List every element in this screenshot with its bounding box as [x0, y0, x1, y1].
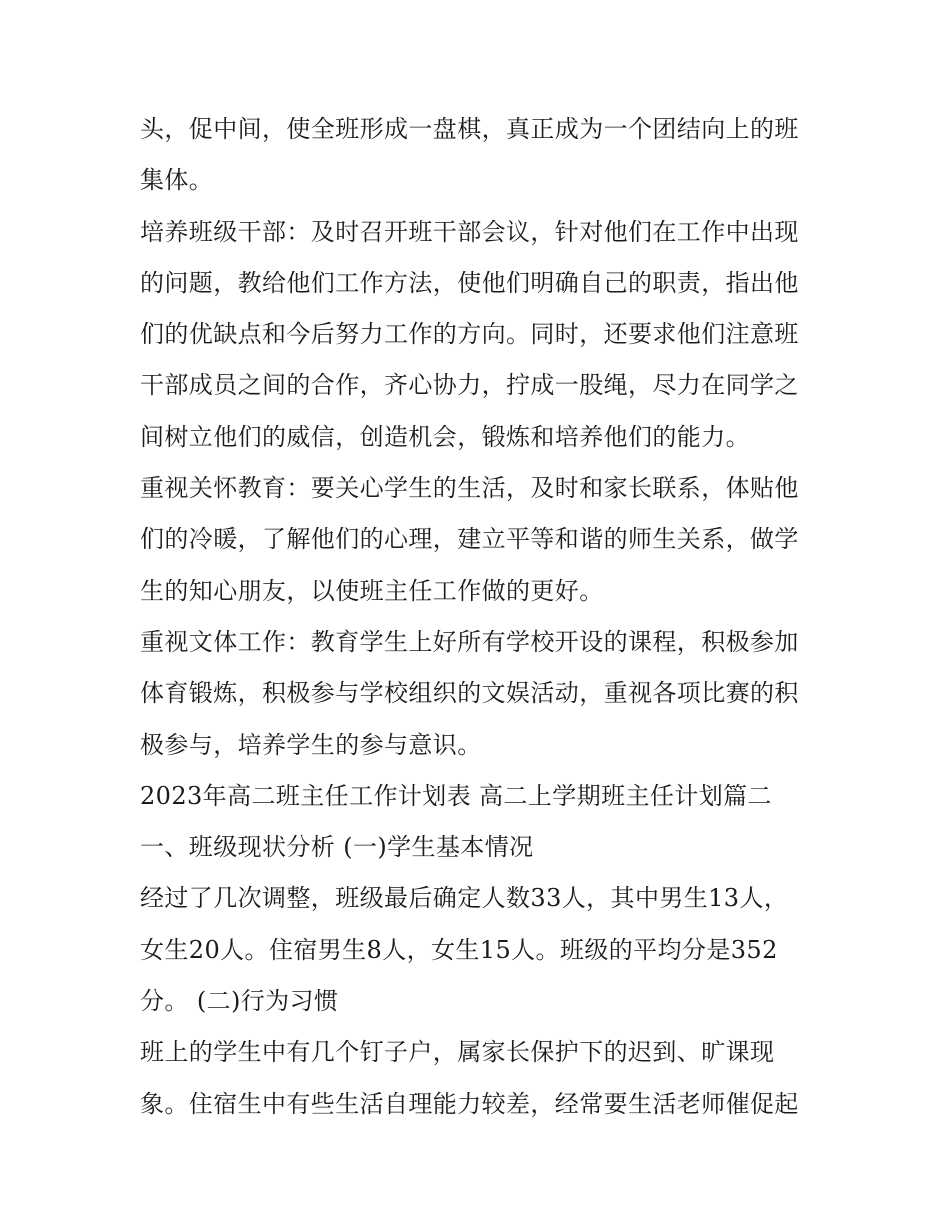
section-heading: 一、班级现状分析 (一)学生基本情况: [140, 833, 534, 862]
text-line: 生的知心朋友，以使班主任工作做的更好。: [140, 576, 604, 605]
text-line: 极参与，培养学生的参与意识。: [140, 730, 482, 759]
document-body: [140, 104, 830, 1130]
text-line: 的问题，教给他们工作方法，使他们明确自己的职责，指出他: [140, 268, 799, 297]
section-title: 2023年高二班主任工作计划表 高二上学期班主任计划篇二: [140, 781, 772, 810]
text-line: 经过了几次调整，班级最后确定人数33人，其中男生13人，: [140, 884, 789, 913]
text-line: 集体。: [140, 166, 214, 195]
text-line: 班上的学生中有几个钉子户，属家长保护下的迟到、旷课现: [140, 1038, 775, 1067]
text-line: 女生20人。住宿男生8人，女生15人。班级的平均分是352: [140, 935, 778, 964]
text-line: 象。住宿生中有些生活自理能力较差，经常要生活老师催促起: [140, 1089, 799, 1118]
text-line: 干部成员之间的合作，齐心协力，拧成一股绳，尽力在同学之: [140, 371, 799, 400]
text-line: 间树立他们的威信，创造机会，锻炼和培养他们的能力。: [140, 422, 750, 451]
text-line: 们的优缺点和今后努力工作的方向。同时，还要求他们注意班: [140, 320, 799, 349]
text-line: 重视关怀教育：要关心学生的生活，及时和家长联系，体贴他: [140, 474, 799, 503]
text-line: 头，促中间，使全班形成一盘棋，真正成为一个团结向上的班: [140, 115, 799, 143]
text-line: 分。 (二)行为习惯: [140, 987, 339, 1016]
text-line: 培养班级干部：及时召开班干部会议，针对他们在工作中出现: [140, 217, 799, 246]
text-line: 重视文体工作：教育学生上好所有学校开设的课程，积极参加: [140, 627, 799, 656]
text-line: 体育锻炼，积极参与学校组织的文娱活动，重视各项比赛的积: [140, 679, 799, 708]
text-line: 们的冷暖，了解他们的心理，建立平等和谐的师生关系，做学: [140, 525, 799, 554]
